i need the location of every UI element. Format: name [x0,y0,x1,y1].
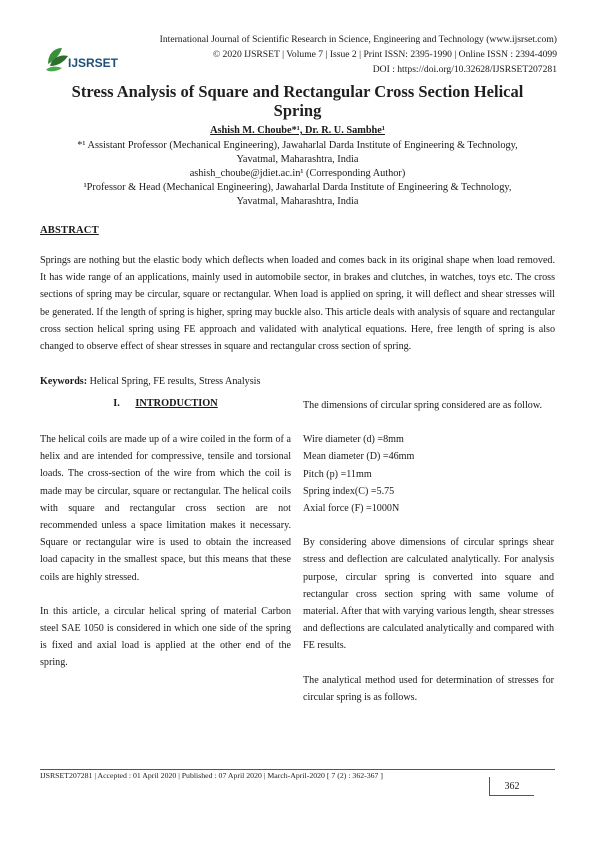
dimension-item: Spring index(C) =5.75 [303,485,395,497]
footer-citation: IJSRSET207281 | Accepted : 01 April 2020 | Published : 07 April 2020 | March-April-2020 [ 7 (2) : 362-367 ] [40,771,383,780]
affiliation-1-line-2: Yavatmal, Maharashtra, India [236,154,359,165]
dimension-item: Wire diameter (d) =8mm [303,434,404,446]
abstract-text: Springs are nothing but the elastic body which deflects when loaded and comes back in its original shape when load removed. It has wide range of an applications, mainly used in automobile sector, in brakes and clutches, in watches, toys etc. The cross sections of spring may be circular, square or rectangular. When load is applied on spring, it will deflect and shear stresses will be generated. If the length of spring is higher, spring may buckle also. This article deals with analysis of square and rectangular cross section helical spring using FE approach and validated with analytical equations. Here, free length of spring is also changed to observe effect of shear stresses in square and rectangular cross section of spring. [40,255,555,353]
affiliation-2-line-2: Yavatmal, Maharashtra, India [236,196,359,207]
paper-title [20,82,575,120]
column-right [303,397,554,723]
analysis-paragraph: By considering above dimensions of circular springs shear stress and deflection are calculated analytically. For analysis purpose, circular spring is converted into square and rectangular cross section spring with same volume of material. After that with varying various length, shear stresses and deflections are calculated analytically and compared with FE results. [303,537,554,652]
affiliation-1-line-1: *¹ Assistant Professor (Mechanical Engineering), Jawaharlal Darda Institute of Engineering & Technology, [77,140,518,151]
keywords-text: Helical Spring, FE results, Stress Analysis [87,376,261,387]
dimension-item: Pitch (p) =11mm [303,468,372,480]
dimension-item: Mean diameter (D) =46mm [303,451,415,463]
journal-logo [40,40,140,80]
page-number: 362 [489,777,534,796]
abstract-heading: ABSTRACT [40,225,99,236]
keywords-label: Keywords: [40,376,88,387]
section-heading-introduction [40,398,291,409]
dimension-item: Axial force (F) =1000N [303,503,400,515]
dimensions-intro: The dimensions of circular spring considered are as follow. [303,400,542,411]
footer-rule [40,769,555,770]
corresponding-email: ashish_choube@jdiet.ac.in¹ (Corresponding Author) [189,168,406,179]
doi-line: DOI : https://doi.org/10.32628/IJSRSET207281 [372,64,557,75]
author-names: Ashish M. Choube*¹, Dr. R. U. Sambhe¹ [210,125,385,136]
intro-paragraph-2: In this article, a circular helical spring of material Carbon steel SAE 1050 is considered in which one side of the spring is fixed and axial load is applied at the other end of the spring. [40,605,291,669]
keywords [40,376,260,387]
journal-line: International Journal of Scientific Research in Science, Engineering and Technology (www.ijsrset.com) [159,34,557,45]
method-paragraph: The analytical method used for determination of stresses for circular spring is as follows. [303,674,554,703]
column-left [40,431,291,689]
section-number: I. [113,398,120,409]
issn-line: © 2020 IJSRSET | Volume 7 | Issue 2 | Print ISSN: 2395-1990 | Online ISSN : 2394-4099 [212,49,557,60]
intro-paragraph-1: The helical coils are made up of a wire coiled in the form of a helix and are intended for compressive, tensile and torsional loads. The cross-section of the wire from which the coil is made may be circular, square or rectangular. The helical coils with square and rectangular cross section are not recommended unless a space limitation makes it necessary. Square or rectangular wire is used to obtain the increased load capacity in the smallest space, but this means that these coils are highly stressed. [40,434,291,583]
logo-text: IJSRSET [68,56,119,70]
title-line-2: Spring [273,101,322,120]
title-line-1: Stress Analysis of Square and Rectangular Cross Section Helical [71,82,524,101]
dimensions-list [303,431,554,517]
affiliation-2-line-1: ¹Professor & Head (Mechanical Engineering), Jawaharlal Darda Institute of Engineering & Technology, [83,182,512,193]
section-title: INTRODUCTION [135,398,218,409]
authors [20,124,575,137]
